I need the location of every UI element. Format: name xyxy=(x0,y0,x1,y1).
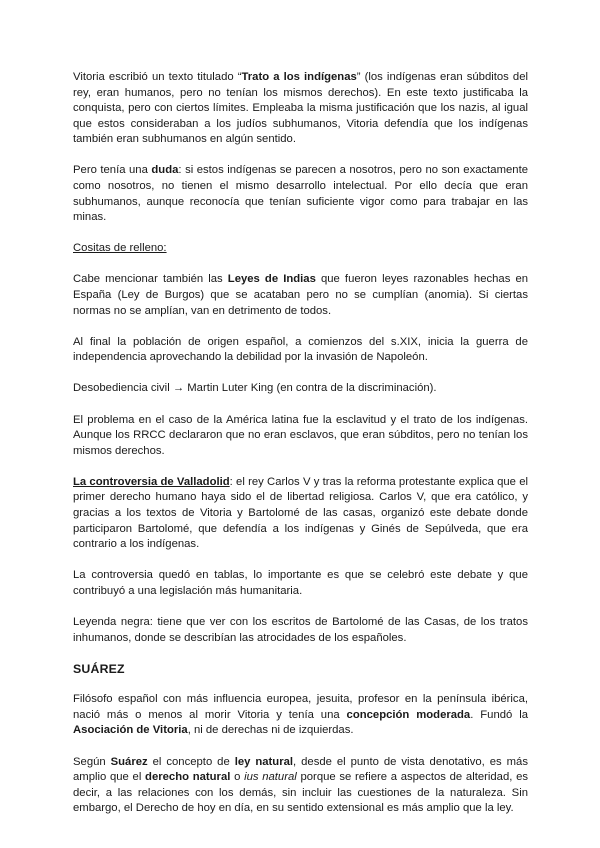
paragraph-ley-natural xyxy=(73,755,528,817)
text: Pero tenía una xyxy=(73,164,152,177)
paragraph-esclavitud: El problema en el caso de la América latina fue la esclavitud y el trato de los indígenas. Aunque los RRCC declararon que no eran esclavos, que eran súbditos, pero no tenían los mismos derechos. xyxy=(73,413,528,457)
bold-term: Suárez xyxy=(110,755,148,768)
section-heading-suarez: SUÁREZ xyxy=(73,661,125,676)
section-label-relleno: Cositas de relleno: xyxy=(73,242,167,255)
paragraph-duda xyxy=(73,163,528,225)
bold-term: duda xyxy=(151,164,179,177)
bold-term: ley natural xyxy=(234,755,294,768)
text: que fueron leyes razonables hechas en España (Ley de Burgos) que se acataban pero no se cumplían (anomia). Si ciertas normas no se amplían, van en detrimento de todos. xyxy=(73,273,529,317)
bold-term: Asociación de Vitoria xyxy=(73,724,188,737)
bold-term: derecho natural xyxy=(145,771,231,784)
paragraph-tablas: La controversia quedó en tablas, lo importante es que se celebró este debate y que contribuyó a una legislación más humanitaria. xyxy=(73,569,528,597)
text: Cabe mencionar también las xyxy=(73,273,228,286)
bold-underlined-term: La controversia de Valladolid xyxy=(73,475,230,488)
text: , ni de derechas ni de izquierdas. xyxy=(187,724,354,737)
text: porque se refiere a aspectos de alteridad, es decir, a las relaciones con los demás, sin incluir las cuestiones de la naturaleza. Sin embargo, el Derecho de hoy en día, en su sentido extensional es más amplio que la ley. xyxy=(73,771,529,815)
italic-term: ius natural xyxy=(244,771,297,784)
text: : si estos indígenas se parecen a nosotros, pero no son exactamente como nosotros, no tienen el mismo desarrollo intelectual. Por ello decía que eran subhumanos, aunque reconocía que tenían suficiente vigor como para trabajar en las minas. xyxy=(73,164,528,224)
bold-term: concepción moderada xyxy=(346,708,471,721)
paragraph-leyes-indias xyxy=(73,272,528,319)
text: . Fundó la xyxy=(470,708,528,721)
paragraph-desobediencia: Desobediencia civil → Martin Luter King (en contra de la discriminación). xyxy=(73,382,437,395)
text: ” (los indígenas eran súbditos del rey, eran humanos, pero no tenían los mismos derechos). En este texto justificaba la conquista, pero con ciertos límites. Empleaba la misma justificación que los nazis, al igual que estos consideraban a los judíos subhumanos, Vitoria defendía que los indígenas también eran subhumanos en algún sentido. xyxy=(73,71,528,146)
paragraph-leyenda-negra: Leyenda negra: tiene que ver con los escritos de Bartolomé de las Casas, de los tratos inhumanos, donde se describían las atrocidades de los españoles. xyxy=(73,615,528,644)
text: : el rey Carlos V y tras la reforma protestante explica que el primer derecho humano haya sido el de libertad religiosa. Carlos V, que era católico, y gracias a los textos de Vitoria y Bartolomé de las casas, organizó este debate donde participaron Bartolomé, que defendía a los indígenas y Ginés de Sepúlveda, que era contrario a los indígenas. xyxy=(73,475,528,551)
text: , desde el punto de vista denotativo, es más amplio que el xyxy=(73,755,528,784)
text: Según xyxy=(73,755,111,768)
paragraph-vitoria-trato xyxy=(73,70,528,148)
paragraph-independencia: Al final la población de origen español, a comienzos del s.XIX, inicia la guerra de independencia aprovechando la debilidad por la invasión de Napoleón. xyxy=(73,335,528,364)
bold-title: Trato a los indígenas xyxy=(241,71,357,83)
text: Filósofo español con más influencia europea, jesuita, profesor en la península ibérica, nació más o menos al morir Vitoria y tenía una xyxy=(73,693,528,721)
paragraph-valladolid xyxy=(73,475,528,553)
bold-term: Leyes de Indias xyxy=(227,273,316,286)
paragraph-filosofo xyxy=(73,692,528,739)
text: el concepto de xyxy=(147,755,235,768)
text: Vitoria escribió un texto titulado “ xyxy=(73,71,242,83)
text: o xyxy=(230,771,245,784)
